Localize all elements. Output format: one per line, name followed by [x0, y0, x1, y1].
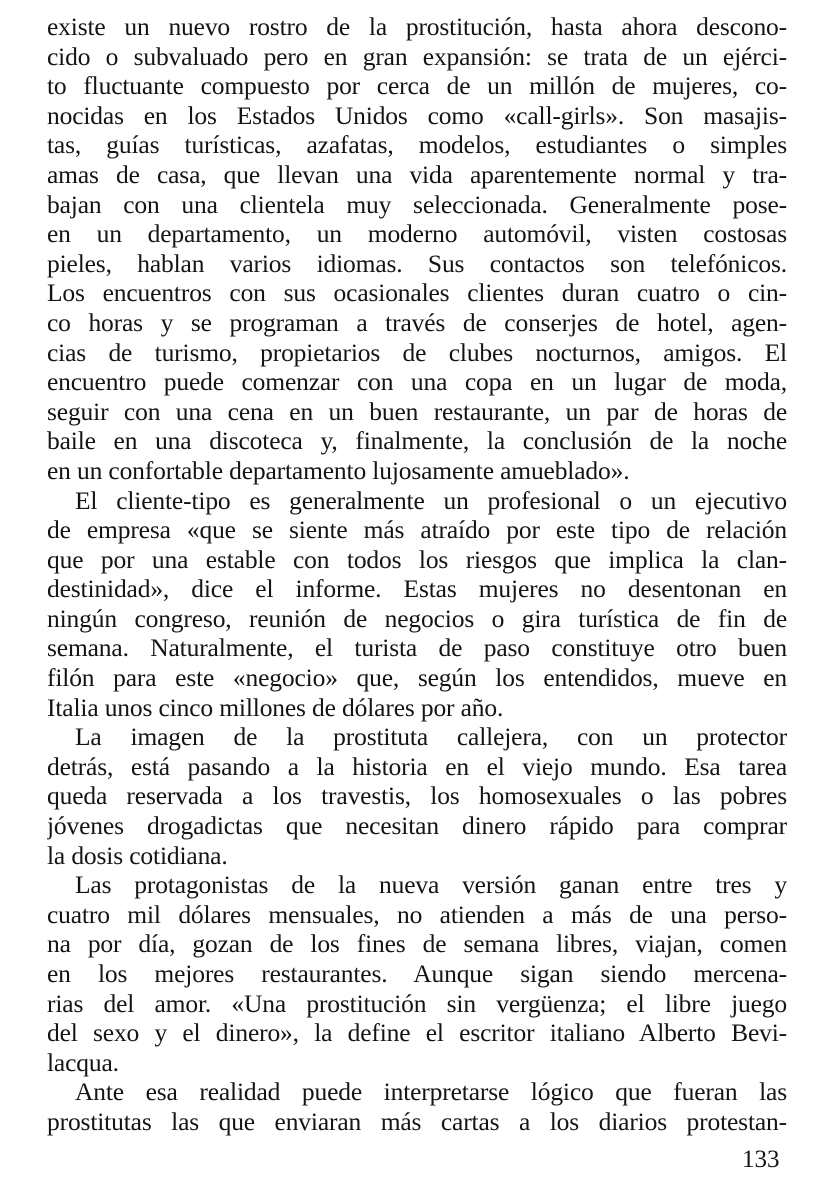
text-line: Los encuentros con sus ocasionales clientes duran cuatro o cin- [47, 278, 787, 308]
text-line: seguir con una cena en un buen restaurante, un par de horas de [47, 396, 787, 426]
text-line: en los mejores restaurantes. Aunque sigan siendo mercena- [47, 959, 787, 988]
text-line: na por día, gozan de los fines de semana libres, viajan, comen [47, 929, 787, 959]
text-line: cuatro mil dólares mensuales, no atienden a más de una perso- [47, 899, 787, 929]
text-line: la dosis cotidiana. [47, 840, 228, 870]
paragraph [47, 486, 787, 723]
text-line: del sexo y el dinero», la define el escritor italiano Alberto Bevi- [47, 1018, 787, 1048]
text-line: Las protagonistas de la nueva versión ganan entre tres y [75, 870, 787, 900]
text-line: Ante esa realidad puede interpretarse lógico que fueran las [75, 1077, 787, 1107]
text-line: Italia unos cinco millones de dólares por año. [47, 692, 504, 722]
text-line: filón para este «negocio» que, según los entendidos, mueve en [47, 663, 787, 693]
text-line: tas, guías turísticas, azafatas, modelos, estudiantes o simples [47, 130, 787, 160]
text-line: nocidas en los Estados Unidos como «call-girls». Son masajis- [47, 100, 787, 130]
text-line: co horas y se programan a través de conserjes de hotel, agen- [47, 307, 787, 337]
paragraph [47, 722, 787, 870]
text-line: en un confortable departamento lujosamente amueblado». [47, 455, 630, 485]
text-line: de empresa «que se siente más atraído por este tipo de relación [47, 515, 787, 545]
text-line: queda reservada a los travestis, los homosexuales o las pobres [47, 781, 787, 811]
text-line: destinidad», dice el informe. Estas mujeres no desentonan en [47, 574, 787, 604]
text-line: bajan con una clientela muy seleccionada. Generalmente pose- [47, 189, 787, 219]
text-line: jóvenes drogadictas que necesitan dinero rápido para comprar [47, 811, 787, 841]
text-line: semana. Naturalmente, el turista de paso constituye otro buen [47, 633, 787, 663]
text-line: lacqua. [47, 1047, 119, 1077]
text-line: existe un nuevo rostro de la prostitución, hasta ahora descono- [47, 12, 787, 41]
text-line: to fluctuante compuesto por cerca de un millón de mujeres, co- [47, 71, 787, 101]
text-line: que por una estable con todos los riesgos que implica la clan- [47, 544, 787, 574]
text-line: La imagen de la prostituta callejera, con un protector [75, 722, 787, 752]
paragraph [47, 1077, 787, 1136]
text-line: encuentro puede comenzar con una copa en un lugar de moda, [47, 367, 787, 397]
text-line: cias de turismo, propietarios de clubes nocturnos, amigos. El [47, 337, 787, 367]
text-line: ningún congreso, reunión de negocios o gira turística de fin de [47, 603, 787, 633]
page-number: 133 [742, 1146, 780, 1173]
text-line: en un departamento, un moderno automóvil, visten costosas [47, 219, 787, 249]
text-line: detrás, está pasando a la historia en el viejo mundo. Esa tarea [47, 751, 787, 781]
body-text [47, 12, 787, 1137]
text-line: El cliente-tipo es generalmente un profesional o un ejecutivo [75, 485, 787, 515]
text-line: cido o subvaluado pero en gran expansión: se trata de un ejérci- [47, 41, 787, 71]
text-line: prostitutas las que enviaran más cartas a los diarios protestan- [47, 1106, 787, 1136]
text-line: baile en una discoteca y, finalmente, la conclusión de la noche [47, 426, 787, 456]
paragraph [47, 870, 787, 1077]
text-line: pieles, hablan varios idiomas. Sus contactos son telefónicos. [47, 248, 787, 278]
text-line: amas de casa, que llevan una vida aparentemente normal y tra- [47, 159, 787, 189]
text-line: rias del amor. «Una prostitución sin vergüenza; el libre juego [47, 988, 787, 1018]
paragraph [47, 12, 787, 486]
